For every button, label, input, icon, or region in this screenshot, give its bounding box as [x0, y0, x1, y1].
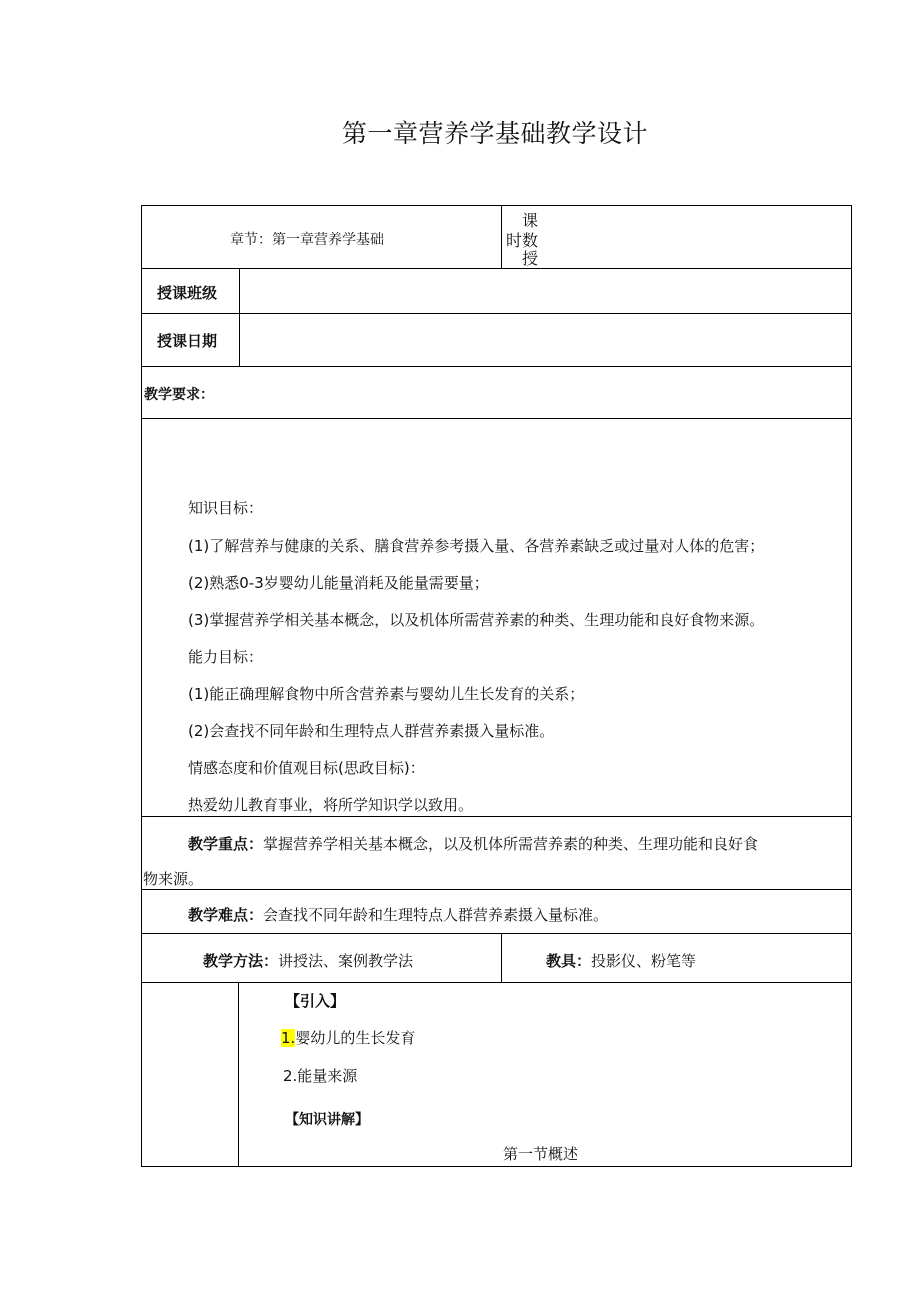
table-border-bottom	[141, 1166, 852, 1167]
knowledge-item-3: (3)掌握营养学相关基本概念，以及机体所需营养素的种类、生理功能和良好食物来源。	[188, 611, 765, 629]
key-points-label: 教学重点：	[188, 835, 264, 853]
methods-label: 教学方法：	[203, 952, 279, 970]
row-divider	[141, 313, 852, 314]
row-divider	[141, 889, 852, 890]
row-divider	[141, 933, 852, 934]
intro-item-1	[281, 1027, 415, 1048]
tools-cell	[546, 950, 696, 971]
emotion-heading: 情感态度和价值观目标(思政目标)：	[188, 759, 425, 777]
row-divider	[141, 982, 852, 983]
knowledge-heading: 知识目标：	[188, 499, 264, 517]
key-points-text: 掌握营养学相关基本概念，以及机体所需营养素的种类、生理功能和良好食	[263, 835, 759, 853]
table-border-left	[141, 205, 142, 1167]
methods-cell	[203, 950, 413, 971]
key-points-line-2: 物来源。	[143, 870, 204, 888]
intro-item-1-number: 1.	[281, 1029, 296, 1047]
intro-item-2: 2.能量来源	[283, 1067, 358, 1085]
key-points-line-1	[188, 833, 758, 854]
methods-text: 讲授法、案例教学法	[278, 952, 414, 970]
knowledge-item-2: (2)熟悉0-3岁婴幼儿能量消耗及能量需要量；	[188, 574, 489, 592]
tools-label: 教具：	[546, 952, 592, 970]
class-label: 授课班级	[157, 284, 218, 302]
row-divider	[141, 366, 852, 367]
ability-heading: 能力目标：	[188, 648, 264, 666]
col-divider	[239, 268, 240, 367]
class-hours-char-2: 时数	[506, 231, 539, 250]
knowledge-explain-heading: 【知识讲解】	[285, 1112, 369, 1128]
knowledge-item-1: (1)了解营养与健康的关系、膳食营养参考摄入量、各营养素缺乏或过量对人体的危害；	[188, 537, 765, 555]
difficulties-text: 会查找不同年龄和生理特点人群营养素摄入量标准。	[263, 906, 609, 924]
document-title: 第一章营养学基础教学设计	[341, 119, 648, 148]
date-label: 授课日期	[157, 332, 218, 350]
table-border-top	[141, 205, 852, 206]
row-divider	[141, 816, 852, 817]
difficulties-row	[188, 904, 608, 925]
table-border-right	[851, 205, 852, 1167]
requirements-label: 教学要求：	[144, 387, 214, 403]
ability-item-2: (2)会查找不同年龄和生理特点人群营养素摄入量标准。	[188, 722, 555, 740]
ability-item-1: (1)能正确理解食物中所含营养素与婴幼儿生长发育的关系；	[188, 685, 585, 703]
section-title: 第一节概述	[503, 1145, 579, 1163]
intro-item-1-text: 婴幼儿的生长发育	[295, 1029, 416, 1047]
col-divider	[501, 205, 502, 269]
col-divider	[501, 933, 502, 983]
chapter-label: 章节：第一章营养学基础	[230, 232, 384, 248]
class-hours-char-1: 课	[522, 211, 539, 230]
intro-heading: 【引入】	[285, 992, 346, 1010]
class-hours-char-3: 授	[522, 249, 539, 268]
row-divider	[141, 418, 852, 419]
difficulties-label: 教学难点：	[188, 906, 264, 924]
tools-text: 投影仪、粉笔等	[591, 952, 697, 970]
row-divider	[141, 268, 852, 269]
emotion-text: 热爱幼儿教育事业，将所学知识学以致用。	[188, 796, 474, 814]
col-divider	[238, 982, 239, 1167]
